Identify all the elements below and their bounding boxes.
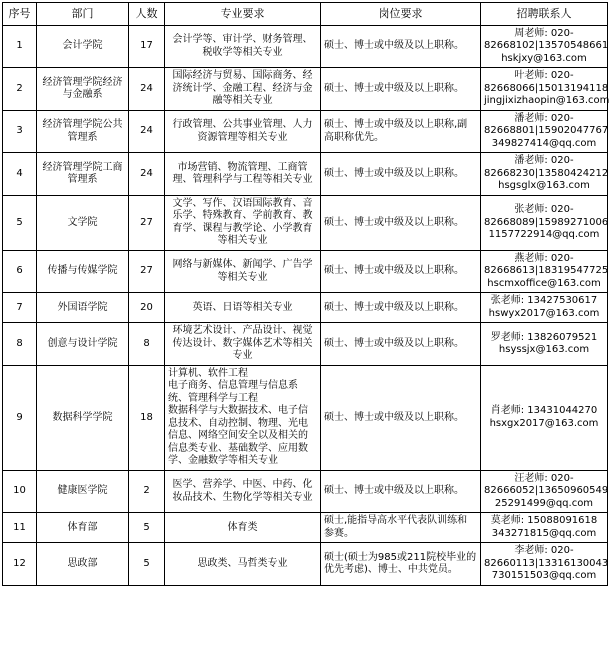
cell-seq: 1 bbox=[3, 25, 37, 68]
cell-seq: 6 bbox=[3, 250, 37, 293]
cell-post-requirement: 硕士、博士或中级及以上职称。 bbox=[321, 25, 481, 68]
cell-seq: 2 bbox=[3, 68, 37, 111]
contact-line: 1157722914@qq.com bbox=[488, 229, 600, 240]
cell-post-requirement: 硕士、博士或中级及以上职称。 bbox=[321, 293, 481, 323]
table-row bbox=[3, 25, 608, 68]
cell-contact bbox=[481, 543, 608, 586]
contact-line: 82668801|15902047767 bbox=[484, 125, 609, 137]
contact-line: 82668613|18319547725 bbox=[484, 265, 609, 277]
cell-contact bbox=[481, 365, 608, 470]
contact-line: 周老师: 020- bbox=[514, 27, 574, 39]
cell-seq: 8 bbox=[3, 323, 37, 366]
table-row bbox=[3, 365, 608, 470]
cell-seq: 3 bbox=[3, 110, 37, 153]
cell-seq: 5 bbox=[3, 195, 37, 250]
contact-line: 82668089|15989271006 bbox=[484, 216, 609, 228]
cell-post-requirement: 硕士(硕士为985或211院校毕业的优先考虑)、博士、中共党员。 bbox=[321, 543, 481, 586]
cell-department: 思政部 bbox=[37, 543, 129, 586]
table-body bbox=[3, 25, 608, 585]
cell-department: 经济管理学院工商管理系 bbox=[37, 153, 129, 196]
contact-line: 25291499@qq.com bbox=[494, 497, 594, 509]
contact-line: hscmxoffice@163.com bbox=[487, 277, 601, 289]
cell-post-requirement: 硕士、博士或中级及以上职称。 bbox=[321, 323, 481, 366]
table-row bbox=[3, 470, 608, 513]
contact-line: 343271815@qq.com bbox=[491, 527, 597, 539]
contact-line: 82668102|13570548661 bbox=[484, 40, 609, 52]
contact-line: 张老师: 020- bbox=[514, 204, 574, 215]
cell-major: 环境艺术设计、产品设计、视觉传达设计、数字媒体艺术等相关专业 bbox=[165, 323, 321, 366]
table-row bbox=[3, 250, 608, 293]
cell-number: 27 bbox=[129, 250, 165, 293]
cell-post-requirement: 硕士、博士或中级及以上职称。 bbox=[321, 195, 481, 250]
cell-number: 24 bbox=[129, 68, 165, 111]
contact-line: 罗老师: 13826079521 bbox=[490, 331, 598, 343]
contact-line: 燕老师: 020- bbox=[514, 252, 574, 264]
cell-contact bbox=[481, 153, 608, 196]
cell-number: 2 bbox=[129, 470, 165, 513]
contact-line: 82666052|13650960549 bbox=[484, 485, 609, 497]
cell-contact bbox=[481, 25, 608, 68]
cell-major: 英语、日语等相关专业 bbox=[165, 293, 321, 323]
cell-major: 会计学等、审计学、财务管理、税收学等相关专业 bbox=[165, 25, 321, 68]
column-header-post: 岗位要求 bbox=[321, 3, 481, 26]
cell-number: 27 bbox=[129, 195, 165, 250]
contact-line: hsxgx2017@163.com bbox=[489, 417, 599, 429]
contact-line: 潘老师: 020- bbox=[514, 112, 574, 124]
contact-line: 349827414@qq.com bbox=[491, 137, 597, 149]
column-header-number: 人数 bbox=[129, 3, 165, 26]
contact-line: 叶老师: 020- bbox=[514, 70, 574, 82]
cell-contact bbox=[481, 110, 608, 153]
table-row bbox=[3, 195, 608, 250]
contact-line: 82668230|13580424212 bbox=[484, 167, 609, 179]
cell-department: 健康医学院 bbox=[37, 470, 129, 513]
cell-seq: 10 bbox=[3, 470, 37, 513]
cell-post-requirement: 硕士,能指导高水平代表队训练和参赛。 bbox=[321, 513, 481, 543]
table-row bbox=[3, 513, 608, 543]
table-row bbox=[3, 543, 608, 586]
table-row bbox=[3, 153, 608, 196]
table-row bbox=[3, 323, 608, 366]
cell-major: 网络与新媒体、新闻学、广告学等相关专业 bbox=[165, 250, 321, 293]
cell-department: 会计学院 bbox=[37, 25, 129, 68]
cell-department: 经济管理学院公共管理系 bbox=[37, 110, 129, 153]
cell-major: 医学、营养学、中医、中药、化妆品技术、生物化学等相关专业 bbox=[165, 470, 321, 513]
cell-contact bbox=[481, 470, 608, 513]
cell-seq: 4 bbox=[3, 153, 37, 196]
contact-line: 汪老师: 020- bbox=[514, 472, 574, 484]
contact-line: hskjxy@163.com bbox=[501, 52, 587, 64]
cell-major: 体育类 bbox=[165, 513, 321, 543]
cell-department: 体育部 bbox=[37, 513, 129, 543]
cell-major: 市场营销、物流管理、工商管理、管理科学与工程等相关专业 bbox=[165, 153, 321, 196]
cell-post-requirement: 硕士、博士或中级及以上职称。 bbox=[321, 68, 481, 111]
cell-contact bbox=[481, 513, 608, 543]
cell-contact bbox=[481, 250, 608, 293]
recruitment-table bbox=[2, 2, 608, 586]
contact-line: 82668066|15013194118 bbox=[484, 82, 609, 94]
table-row bbox=[3, 68, 608, 111]
contact-line: hswyx2017@163.com bbox=[488, 307, 600, 319]
cell-post-requirement: 硕士、博士或中级及以上职称。 bbox=[321, 365, 481, 470]
table-row bbox=[3, 293, 608, 323]
contact-line: 肖老师: 13431044270 bbox=[490, 405, 598, 417]
contact-line: 张老师: 13427530617 bbox=[490, 295, 598, 307]
cell-number: 5 bbox=[129, 513, 165, 543]
cell-department: 文学院 bbox=[37, 195, 129, 250]
cell-contact bbox=[481, 68, 608, 111]
contact-line: hsyssjx@163.com bbox=[498, 344, 590, 355]
cell-post-requirement: 硕士、博士或中级及以上职称。 bbox=[321, 153, 481, 196]
cell-major: 计算机、软件工程 电子商务、信息管理与信息系统、管理科学与工程 数据科学与大数据技术、电子信息技术、自动控制、物理、光电信息、网络空间安全以及相关的信息类专业、基础数学、应用数学、金融数学等相关专业 bbox=[165, 365, 321, 470]
contact-line: 潘老师: 020- bbox=[514, 155, 574, 167]
cell-department: 数据科学学院 bbox=[37, 365, 129, 470]
contact-line: hsgsglx@163.com bbox=[498, 180, 590, 192]
cell-post-requirement: 硕士、博士或中级及以上职称。 bbox=[321, 250, 481, 293]
cell-major: 国际经济与贸易、国际商务、经济统计学、金融工程、经济与金融等相关专业 bbox=[165, 68, 321, 111]
cell-seq: 7 bbox=[3, 293, 37, 323]
column-header-department: 部门 bbox=[37, 3, 129, 26]
cell-seq: 9 bbox=[3, 365, 37, 470]
column-header-contact: 招聘联系人 bbox=[481, 3, 608, 26]
cell-post-requirement: 硕士、博士或中级及以上职称,副高职称优先。 bbox=[321, 110, 481, 153]
cell-department: 创意与设计学院 bbox=[37, 323, 129, 366]
column-header-seq: 序号 bbox=[3, 3, 37, 26]
contact-line: 730151503@qq.com bbox=[491, 570, 597, 582]
cell-major: 行政管理、公共事业管理、人力资源管理等相关专业 bbox=[165, 110, 321, 153]
cell-number: 20 bbox=[129, 293, 165, 323]
table-row bbox=[3, 110, 608, 153]
cell-contact bbox=[481, 323, 608, 366]
contact-line: 莫老师: 15088091618 bbox=[490, 515, 598, 527]
cell-department: 外国语学院 bbox=[37, 293, 129, 323]
cell-contact bbox=[481, 195, 608, 250]
cell-number: 18 bbox=[129, 365, 165, 470]
cell-department: 经济管理学院经济与金融系 bbox=[37, 68, 129, 111]
cell-number: 24 bbox=[129, 110, 165, 153]
cell-major: 思政类、马哲类专业 bbox=[165, 543, 321, 586]
cell-number: 8 bbox=[129, 323, 165, 366]
cell-number: 5 bbox=[129, 543, 165, 586]
contact-line: jingjixizhaopin@163.com bbox=[484, 95, 609, 107]
cell-department: 传播与传媒学院 bbox=[37, 250, 129, 293]
cell-seq: 12 bbox=[3, 543, 37, 586]
cell-major: 文学、写作、汉语国际教育、音乐学、特殊教育、学前教育、教育学、课程与教学论、小学教育等相关专业 bbox=[165, 195, 321, 250]
cell-contact bbox=[481, 293, 608, 323]
cell-number: 17 bbox=[129, 25, 165, 68]
contact-line: 82660113|13316130043 bbox=[484, 557, 609, 569]
table-header-row bbox=[3, 3, 608, 26]
cell-post-requirement: 硕士、博士或中级及以上职称。 bbox=[321, 470, 481, 513]
column-header-major: 专业要求 bbox=[165, 3, 321, 26]
contact-line: 李老师: 020- bbox=[514, 545, 574, 557]
cell-number: 24 bbox=[129, 153, 165, 196]
cell-seq: 11 bbox=[3, 513, 37, 543]
